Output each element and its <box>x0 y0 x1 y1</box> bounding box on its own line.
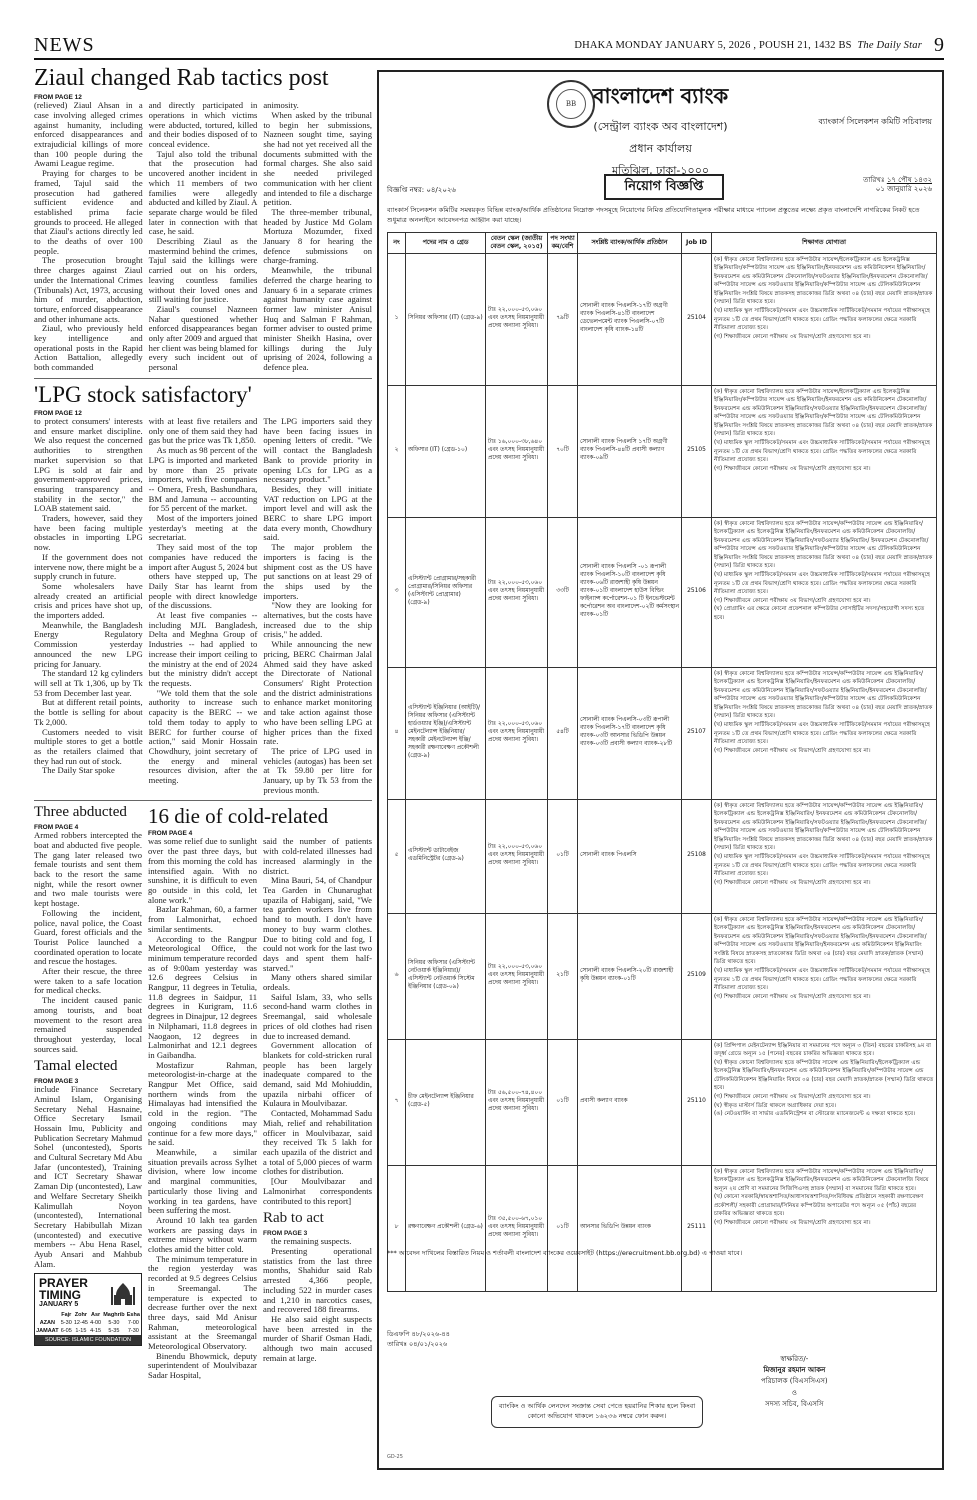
row-number: ১ <box>388 253 406 385</box>
pay-scale: টাঃ ১৬,০০০-৩৮,৬৪০ এবং তৎসহ নিয়মানুযায়ী প্রদেয় অন্যান্য সুবিধা। <box>486 385 548 517</box>
advertisement-number: বিজ্ঞপ্তি নম্বর: ০৪/২০২৬ <box>387 186 456 194</box>
row-number: ৬ <box>388 913 406 1039</box>
qualification <box>712 1039 937 1165</box>
table-row <box>388 253 937 385</box>
qualification <box>712 1165 937 1291</box>
qualification <box>712 253 937 385</box>
qualification-item: (ক) স্বীকৃত কোনো বিশ্ববিদ্যালয় হতে কম্পিউটার সায়েন্স/ইলেকট্রিক্যাল এন্ড ইলেকট্রনিক্স ইঞ্জিনিয়ারিং/কম্পিউটার সায়েন্স এন্ড ইঞ্জিনিয়ারিং/ইনফরমেশন এন্ড কমিউনিকেশন টেকনোলজি/ইনফরমেশন এন্ড কমিউনিকেশন ইঞ্জিনিয়ারিং/সফটওয়্যার ইঞ্জিনিয়ারিং/ইনফরমেশন টেকনোলজি/কম্পিউটার সায়েন্স এন্ড সফটওয়্যার ইঞ্জিনিয়ারিং/কম্পিউটার সায়েন্স এন্ড টেলিকমিউনিকেশন ইঞ্জিনিয়ারিং সংশ্লিষ্ট বিষয়ে স্নাতকসহ স্নাতকোত্তর ডিগ্রি অথবা ০৪ (চার) বছর মেয়াদি স্নাতক/স্নাতক (সম্মান) ডিগ্রি থাকতে হবে। <box>714 388 933 438</box>
divider <box>34 800 372 801</box>
bank-list: প্রবাসী কল্যাণ ব্যাংক <box>578 1039 682 1165</box>
hotline-notice: ব্যাংকিং ও আর্থিক লেনদেন সংক্রান্ত সেবা পেতে হয়রানির শিকার হলে কিংবা কোনো অভিযোগ থাকলে ১৬২৩৬ নম্বরে ফোন করুন। <box>491 1396 703 1428</box>
mosque-icon <box>109 1279 137 1307</box>
story-column: animosity. When asked by the tribunal to begin her submissions, Nazneen sought time, saying she had not yet received all the documents submitted with the formal charges. She also said she needed privileged communication with her client and intended to file a discharge petition. The three-member tribunal, headed by Justice Md Golam Mortuza Mozumder, fixed January 8 for hearing the defence submissions on charge-framing. Meanwhile, the tribunal deferred the charge hearing to January 6 in a separate crimes against humanity case against former law minister Anisul Huq and Salman F Rahman, former adviser to ousted prime minister Sheikh Hasina, over killings during the July uprising of 2024, following a defence plea. <box>263 100 372 373</box>
secretariat: ব্যাংকার্স সিলেকশন কমিটি সচিবালয় <box>818 117 932 126</box>
pay-scale: টাঃ ৩৫,৫০০-৬৭,০১০ এবং তৎসহ নিয়মানুযায়ী প্রদেয় অন্যান্য সুবিধা। <box>486 1165 548 1291</box>
qualification <box>712 913 937 1039</box>
headline-rab: Ziaul changed Rab tactics post <box>34 65 329 91</box>
qualification-item: (ক) স্বীকৃত কোনো বিশ্ববিদ্যালয় হতে কম্পিউটার সায়েন্স/কম্পিউটার সায়েন্স এন্ড ইঞ্জিনিয়ারিং/ইলেকট্রিক্যাল এন্ড ইলেকট্রনিক্স ইঞ্জিনিয়ারিং/ইনফরমেশন এন্ড কমিউনিকেশন টেকনোলজি/ইনফরমেশন এন্ড কমিউনিকেশন ইঞ্জিনিয়ারিং/সফটওয়্যার ইঞ্জিনিয়ারিং/ইনফরমেশন টেকনোলজি/কম্পিউটার সায়েন্স এন্ড সফটওয়্যার ইঞ্জিনিয়ারিং/ইনফরমেশন এন্ড কমিউনিকেশন ইঞ্জিনিয়ারিং সংশ্লিষ্ট বিষয়ে স্নাতকসহ স্নাতকোত্তর ডিগ্রি অথবা ০৪ (চার) বছর মেয়াদি স্নাতক/স্নাতক (সম্মান) ডিগ্রি থাকতে হবে। <box>714 916 927 966</box>
post-name: এসিস্ট্যান্ট ডাটাবেইজ এডমিনিস্ট্রেটর (গ্রেড-৯) <box>406 799 486 913</box>
qualification <box>712 799 937 913</box>
qualification-item: (খ) মাধ্যমিক স্কুল সার্টিফিকেট/সমমান এবং উচ্চমাধ্যমিক সার্টিফিকেট/সমমান পর্যায়ের পরীক্ষাসমূহে ন্যূনতম ১টি তে প্রথম বিভাগ/শ্রেণি থাকতে হবে। গ্রেডিং পদ্ধতির ফলাফলের ক্ষেত্রে সরকারি নীতিমালা প্রযোজ্য হবে। <box>714 722 930 746</box>
notice-date: তারিখঃ ১৭ পৌষ ১৪৩২ ০১ জানুয়ারি ২০২৬ <box>863 176 932 194</box>
headline-rab-act: Rab to act <box>263 1210 324 1227</box>
qualification-item: (গ) শিক্ষাজীবনে কোনো পরীক্ষায় ৩য় বিভাগ/শ্রেণি গ্রহণযোগ্য হবে না। <box>714 1094 871 1100</box>
notice-title: নিয়োগ বিজ্ঞপ্তি <box>604 174 724 200</box>
post-name: রক্ষণাবেক্ষণ প্রকৌশলী (গ্রেড-৬) <box>406 1165 486 1291</box>
azan-row: AZAN 5-30 12-45 4-00 5-30 7-00 <box>39 1320 139 1327</box>
post-count: ৭৯টি <box>548 253 578 385</box>
qualification-item: (গ) শিক্ষাজীবনে কোনো পরীক্ষায় ৩য় বিভাগ/শ্রেণি গ্রহণযোগ্য হবে না। <box>714 465 871 472</box>
prayer-title: PRAYER <box>39 1276 88 1291</box>
qualification-item: (ঘ) প্রোগ্রামিং এর ক্ষেত্রে কোনো প্রফেশনাল কম্পিউটার সোসাইটির সদস্য/সহযোগী সদস্য হতে হবে। <box>714 606 925 621</box>
right-column <box>148 805 372 1380</box>
headline-lpg: 'LPG stock satisfactory' <box>34 381 252 407</box>
post-name: অফিসার (IT) (গ্রেড-১০) <box>406 385 486 517</box>
from-page: FROM PAGE 3 <box>263 1229 308 1237</box>
qualification-item: (গ) শিক্ষাজীবনে কোনো পরীক্ষায় ৩য় বিভাগ/শ্রেণি গ্রহণযোগ্য হবে না। <box>714 1220 871 1226</box>
story-column: said the number of patients with cold-related illnesses had increased alarmingly in the district. Mina Bauri, 54, of Chandpur Tea Garden in Chunarughat upazila of Habiganj, said, "We tea garden workers live from hand to mouth. I don't have money to buy warm clothes. Due to biting cold and fog, I could not work for the last two days and spent them half-starved." Many others shared similar ordeals. Saiful Islam, 33, who sells second-hand warm clothes in Sreemangal, said wholesale prices of old clothes had risen due to increased demand. Government allocation of blankets for cold-stricken rural people has been largely inadequate compared to the demand, said Md Mohiuddin, upazila nirbahi officer of Kulaura in Moulvibazar. Contacted, Mohammad Sadu Miah, relief and rehabilitation officer in Moulvibazar, said they received Tk 5 lakh for each upazila of the district and a total of 5,000 pieces of warm clothes for distribution. [Our Moulvibazar and Lalmonirhat correspondents contributed to this report] Rab to act FROM PAGE 3 the remaining suspects. Presenting operational statistics from the last three months, Shahidur said Rab arrested 4,366 people, including 522 in murder cases and 1,210 in narcotics cases, and recovered 188 firearms. He also said eight suspects have been arrested in the murder of Sharif Osman Hadi, although two main accused remain at large. <box>263 836 372 1363</box>
bank-name: বাংলাদেশ ব্যাংক <box>592 84 729 108</box>
row-number: ২ <box>388 385 406 517</box>
table-row <box>388 517 937 667</box>
pay-scale: টাঃ ৫৬,৫০০-৭৪,৪০০ এবং তৎসহ নিয়মানুযায়ী প্রদেয় অন্যান্য সুবিধা। <box>486 1039 548 1165</box>
qualification-item: (গ) শিক্ষাজীবনে কোনো পরীক্ষায় ৩য় বিভাগ/শ্রেণি গ্রহণযোগ্য হবে না। <box>714 747 871 754</box>
footnote: *** আবেদন দাখিলের বিস্তারিত নিয়ম ও শর্তাবলী বাংলাদেশ ব্যাংকের ওয়েবসাইট (https://erecruitment.bb.org.bd) এ পাওয়া যাবে। <box>387 1249 743 1257</box>
qualification-item: (খ) মাধ্যমিক স্কুল সার্টিফিকেট/সমমান এবং উচ্চমাধ্যমিক সার্টিফিকেট/সমমান পর্যায়ের পরীক্ষাসমূহে ন্যূনতম ১টি তে প্রথম বিভাগ/শ্রেণি থাকতে হবে। গ্রেডিং পদ্ধতির ফলাফলের ক্ষেত্রে সরকারি নীতিমালা প্রযোজ্য হবে। <box>714 968 930 992</box>
pay-scale: টাঃ ২২,০০০-৫৩,০৬০ এবং তৎসহ নিয়মানুযায়ী প্রদেয় অন্যান্য সুবিধা। <box>486 913 548 1039</box>
post-name: এসিস্ট্যান্ট প্রোগ্রামার/সহকারী প্রোগ্রামার/সিনিয়র অফিসার (এসিস্ট্যান্ট প্রোগ্রামার) (গ্রেড-৯) <box>406 517 486 667</box>
page-header <box>34 34 944 60</box>
bank-list: সোনালী ব্যাংক পিএলসি-১৭টি অগ্রণী ব্যাংক পিএলসি-৪১টি বাংলাদেশ ডেভেলপমেন্ট ব্যাংক পিএলসি-০৭টি বাংলাদেশ কৃষি ব্যাংক-১৪টি <box>578 253 682 385</box>
pay-scale: টাঃ ২২,০০০-৫৩,০৬০ এবং তৎসহ নিয়মানুযায়ী প্রদেয় অন্যান্য সুবিধা। <box>486 667 548 799</box>
pay-scale: টাঃ ২২,০০০-৫৩,০৬০ এবং তৎসহ নিয়মানুযায়ী প্রদেয় অন্যান্য সুবিধা। <box>486 253 548 385</box>
dfp-reference: ডিএফপি ৪৮/২০২৬-৪৪ তারিখঃ ০৪/০১/২০২৬ <box>387 1330 450 1348</box>
qualification-item: (খ) কোনো সরকারি/স্বায়ত্তশাসিত/আধাসায়ত্তশাসিত/সংবিধিবদ্ধ প্রতিষ্ঠানে সহকারী রক্ষণাবেক্ষণ প্রকৌশলী/ সহকারী প্রোগ্রামার/সিনিয়র কম্পিউটার অপারেটর পদে অন্যূন ০৫ (পাঁচ) বছরের চাকরির অভিজ্ঞতা থাকতে হবে। <box>714 1194 924 1218</box>
table-row <box>388 385 937 517</box>
from-page: FROM PAGE 12 <box>34 94 82 102</box>
bank-logo-icon: BB <box>547 80 595 128</box>
bank-list: সোনালী ব্যাংক পিএলসি-২০টি রাজশাহী কৃষি উন্নয়ন ব্যাংক-০১টি <box>578 913 682 1039</box>
pay-scale: টাঃ ২২,০০০-৫৩,০৬০ এবং তৎসহ নিয়মানুযায়ী প্রদেয় অন্যান্য সুবিধা। <box>486 799 548 913</box>
post-count: ২১টি <box>548 913 578 1039</box>
signature-block: স্বাক্ষরিত/- মিজানুর রহমান আকন পরিচালক (বিএসসিএস) ও সদস্য সচিব, বিএসসি <box>761 1355 828 1408</box>
left-column <box>34 805 142 1380</box>
job-id: 25106 <box>682 517 712 667</box>
story-column: with at least five retailers and only one of them said they had gas but the price was Tk 1,850. As much as 98 percent of the LPG is imported and marketed by more than 25 private importers, with five companies -- Omera, Fresh, Bashundhara, BM and Jamuna -- accounting for 55 percent of the market. Most of the importers joined yesterday's meeting at the secretariat. They said most of the top companies have reduced the import after August 5, 2024 but others have stepped up, The Daily Star has learnt from people with direct knowledge of the discussions. At least five companies -- including MJL Bangladesh, Delta and Meghna Group of Industries -- had applied to increase their import ceiling to the ministry at the end of 2024 but the ministry didn't accept the requests. "We told them that the sole authority to increase such capacity is the BERC -- we told them today to apply to BERC for further course of action," said Monir Hossain Chowdhury, joint secretary of the energy and mineral resources division, after the meeting. <box>148 416 258 786</box>
qualification-item: (খ) স্বীকৃত কোনো বিশ্ববিদ্যালয় হতে কম্পিউটার সায়েন্স এন্ড ইঞ্জিনিয়ারিং/ইলেকট্রিক্যাল এন্ড ইলেকট্রনিক্স ইঞ্জিনিয়ারিং/ইনফরমেশন এন্ড কমিউনিকেশন ইঞ্জিনিয়ারিং/কম্পিউটার সায়েন্স এন্ড টেলিকমিউনিকেশন ইঞ্জিনিয়ারিং বিষয়ে ০৪ (চার) বছর মেয়াদি স্নাতক/স্নাতক (সম্মান) ডিগ্রি থাকতে হবে। <box>714 1059 934 1092</box>
news-section <box>34 60 372 1470</box>
pay-scale: টাঃ ২২,০০০-৫৩,০৬০ এবং তৎসহ নিয়মানুযায়ী প্রদেয় অন্যান্য সুবিধা। <box>486 517 548 667</box>
from-page: FROM PAGE 3 <box>34 1078 79 1086</box>
head-office: প্রধান কার্যালয় <box>629 142 692 155</box>
qualification-item: (খ) মাধ্যমিক স্কুল সার্টিফিকেট/সমমান এবং উচ্চমাধ্যমিক সার্টিফিকেট/সমমান পর্যায়ের পরীক্ষাসমূহে ন্যূনতম ১টি তে প্রথম বিভাগ/শ্রেণি থাকতে হবে। গ্রেডিং পদ্ধতির ফলাফলের ক্ষেত্রে সরকারি নীতিমালা প্রযোজ্য হবে। <box>714 572 930 596</box>
headline-tamal: Tamal elected <box>34 1058 118 1075</box>
prayer-title: TIMING <box>39 1288 81 1303</box>
bank-list: আনসার ভিডিপি উন্নয়ন ব্যাংক <box>578 1165 682 1291</box>
post-count: ৭০টি <box>548 385 578 517</box>
prayer-date: JANUARY 5 <box>39 1301 79 1309</box>
story-column: The LPG importers said they have been facing issues in opening letters of credit. "We will contact the Bangladesh Bank to provide priority in opening LCs for LPG as a necessary product." Besides, they will initiate VAT reduction on LPG at the import level and will ask the BERC to share LPG import data every month, Chowdhury said. The major problem the importers is facing is the shipment cost as the US have put sanctions on at least 29 of the ships used by the importers. "Now they are looking for alternatives, but the costs have increased due to the ship crisis," he added. While announcing the new pricing, BERC Chairman Jalal Ahmed said they have asked the Directorate of National Consumers' Right Protection and the district administrations to enhance market monitoring and take action against those who have been selling LPG at higher prices than the fixed rate. The price of LPG used in vehicles (autogas) has been set at Tk 59.80 per litre for January, up by Tk 53 from the previous month. <box>263 416 372 795</box>
bank-name-en: (সেন্ট্রাল ব্যাংক অব বাংলাদেশ) <box>593 120 728 133</box>
job-id: 25111 <box>682 1165 712 1291</box>
story-abducted-body: Armed robbers intercepted the boat and abducted five people. The gang later released two female tourists and sent them back to the resort the same night, while the resort owner and two male tourists were kept hostage. Following the incident, police, naval police, the Coast Guard, forest officials and the Tourist Police launched a coordinated operation to locate and rescue the hostages. After their rescue, the three were taken to a safe location for medical checks. The incident caused panic among tourists, and boat movement to the resort area remained suspended throughout yesterday, local sources said. <box>34 830 142 1054</box>
page-number: 9 <box>934 34 944 56</box>
table-row <box>388 913 937 1039</box>
post-count: ০১টি <box>548 1039 578 1165</box>
address: মতিঝিল, ঢাকা-১০০০ <box>611 164 710 177</box>
divider <box>34 378 372 379</box>
row-number: ৫ <box>388 799 406 913</box>
qualification <box>712 667 937 799</box>
job-id: 25108 <box>682 799 712 913</box>
bank-list: সোনালী ব্যাংক পিএলসি -০১ রূপালী ব্যাংক পিএলসি-১০টি বাংলাদেশ কৃষি ব্যাংক-০৬টি রাজশাহী কৃষি উন্নয়ন ব্যাংক-০১টি বাংলাদেশ হাউস বিল্ডিং ফাইন্যান্স কর্পোরেশন-০১ টি ইনভেস্টমেন্ট কর্পোরেশন অব বাংলাদেশ-০২টি কর্মসংস্থান ব্যাংক-০১টি <box>578 517 682 667</box>
table-row <box>388 799 937 913</box>
bank-title-block <box>379 80 942 181</box>
qualification-item: (গ) শিক্ষাজীবনে কোনো পরীক্ষায় ৩য় বিভাগ/শ্রেণি গ্রহণযোগ্য হবে না। <box>714 333 871 340</box>
post-count: ৫৪টি <box>548 667 578 799</box>
intro-text: ব্যাংকার্স সিলেকশন কমিটির সমন্বয়কৃত বিভিন্ন ব্যাংক/আর্থিক প্রতিষ্ঠানের নিম্নোক্ত পদসমূহে নিয়োগের নিমিত্ত প্রতিযোগিতামূলক পরীক্ষার মাধ্যমে প্যানেল প্রস্তুতের লক্ষ্যে প্রকৃত বাংলাদেশি নাগরিকের নিকট হতে শুধুমাত্র অনলাইনে আবেদনপত্র আহ্বান করা যাচ্ছে। <box>387 206 920 224</box>
qualification-item: (খ) মাধ্যমিক স্কুল সার্টিফিকেট/সমমান এবং উচ্চমাধ্যমিক সার্টিফিকেট/সমমান পর্যায়ের পরীক্ষাসমূহে ন্যূনতম ১টি তে প্রথম বিভাগ/শ্রেণি থাকতে হবে। গ্রেডিং পদ্ধতির ফলাফলের ক্ষেত্রে সরকারি নীতিমালা প্রযোজ্য হবে। <box>714 440 930 464</box>
bank-list: সোনালী ব্যাংক পিএলসি <box>578 799 682 913</box>
prayer-header <box>35 1274 141 1311</box>
story-column: (relieved) Ziaul Ahsan in a case involving alleged crimes against humanity, including enforced disappearances and extrajudicial killings of more than 100 people during the Awami League regime. Praying for charges to be framed, Tajul said the prosecution had gathered sufficient evidence and established prima facie grounds to proceed. He alleged that Ziaul's actions directly led to the deaths of over 100 people. The prosecution brought three charges against Ziaul under the International Crimes (Tribunals) Act, 1973, accusing him of murder, abduction, torture, enforced disappearance and other inhumane acts. Ziaul, who previously held key intelligence and operational posts in the Rapid Action Battalion, allegedly both commanded <box>34 100 143 373</box>
story-lpg-body <box>34 417 372 795</box>
from-page: FROM PAGE 4 <box>34 824 79 832</box>
headline-cold: 16 die of cold-related <box>148 804 329 829</box>
qualification-item: (গ) শিক্ষাজীবনে কোনো পরীক্ষায় ৩য় বিভাগ/শ্রেণি গ্রহণযোগ্য হবে না। <box>714 597 871 604</box>
dateline: DHAKA MONDAY JANUARY 5, 2026 , POUSH 21, 1432 BS The Daily Star <box>574 40 922 51</box>
story-column: was some relief due to sunlight over the past three days, but from this morning the cold has intensified again. With no sunshine, it is difficult to even go outside in this cold, let alone work." Bazlar Rahman, 60, a farmer from Lalmonirhat, echoed similar sentiments. According to the Rangpur Meteorological Office, the minimum temperature recorded as of 9:00am yesterday was 12.6 degrees Celsius in Rangpur, 11 degrees in Tetulia, 11.8 degrees in Saidpur, 11 degrees in Kurigram, 11.6 degrees in Dinajpur, 12 degrees in Nilphamari, 11.8 degrees in Naogaon, 12 degrees in Lalmonirhat and 12.1 degrees in Gaibandha. Mostafizur Rahman, meteorologist-in-charge at the Rangpur Met Office, said northern winds from the Himalayas had intensified the cold in the region. "The ongoing conditions may continue for a few more days," he said. Meanwhile, a similar situation prevails across Sylhet division, where low income and marginal communities, particularly those living and working in tea gardens, have been suffering the most. Around 10 lakh tea garden workers are passing days in extreme misery without warm clothes amid the bitter cold. The minimum temperature in the region yesterday was recorded at 9.5 degrees Celsius in Sreemangal. The temperature is expected to decrease further over the next three days, said Md Anisur Rahman, meteorological assistant at the Sreemangal Meteorological Observatory. Binendu Bhowmick, deputy superintendent of Moulvibazar Sadar Hospital, <box>148 836 257 1381</box>
job-id: 25107 <box>682 667 712 799</box>
job-id: 25110 <box>682 1039 712 1165</box>
job-id: 25105 <box>682 385 712 517</box>
prayer-source: SOURCE: ISLAMIC FOUNDATION <box>35 1335 141 1345</box>
table-header-row: নং পদের নাম ও গ্রেড বেতন স্কেল (জাতীয় বেতন স্কেল, ২০১৫) পদ সংখ্যা কম/বেশি সংশ্লিষ্ট ব্যাংক/আর্থিক প্রতিষ্ঠান Job ID শিক্ষাগত যোগ্যতা <box>388 233 937 254</box>
story-column: to protect consumers' interests and ensure market discipline. We also request the concerned authorities to strengthen market supervision so that LPG is sold at fair and government-approved prices, ensuring transparency and stability in the sector," the LOAB statement said. Traders, however, said they have been facing multiple obstacles in importing LPG now. If the government does not intervene now, there might be a supply crunch in future. Some wholesalers have already created an artificial crisis and prices have shot up, the importers added. Meanwhile, the Bangladesh Energy Regulatory Commission yesterday announced the new LPG pricing for January. The standard 12 kg cylinders will sell at Tk 1,306, up by Tk 53 from December last year. But at different retail points, the bottle is selling for about Tk 2,000. Customers needed to visit multiple stores to get a bottle as the retailers claimed that they had run out of stock. The Daily Star spoke <box>34 416 143 776</box>
qualification-item: (ক) স্বীকৃত কোনো বিশ্ববিদ্যালয় হতে কম্পিউটার সায়েন্স/কম্পিউটার সায়েন্স এন্ড ইঞ্জিনিয়ারিং/ইলেকট্রিক্যাল এন্ড ইলেকট্রনিক্স ইঞ্জিনিয়ারিং/ ইনফরমেশন এন্ড কমিউনিকেশন টেকনোলজি/ইনফরমেশন এন্ড কমিউনিকেশন ইঞ্জিনিয়ারিং/সফটওয়্যার ইঞ্জিনিয়ারিং/ইনফরমেশন টেকনোলজি/কম্পিউটার সায়েন্স এন্ড সফটওয়্যার ইঞ্জিনিয়ারিং/কম্পিউটার সায়েন্স এন্ড টেলিকমিউনিকেশন ইঞ্জিনিয়ারিং সংশ্লিষ্ট বিষয়ে স্নাতকসহ স্নাতকোত্তর ডিগ্রি অথবা ০৪ (চার) বছর মেয়াদি স্নাতক/স্নাতক (সম্মান) ডিগ্রি থাকতে হবে। <box>714 802 933 852</box>
qualification-item: (ক) স্বীকৃত কোনো বিশ্ববিদ্যালয় হতে কম্পিউটার সায়েন্স/কম্পিউটার সায়েন্স এন্ড ইঞ্জিনিয়ারিং/ইলেকট্রিক্যাল এন্ড ইলেকট্রনিক্স ইঞ্জিনিয়ারিং/ইনফরমেশন এন্ড কমিউনিকেশন টেকনোলজি/ ইনফরমেশন এন্ড কমিউনিকেশন ইঞ্জিনিয়ারিং/সফটওয়্যার ইঞ্জিনিয়ারিং/ইনফরমেশন টেকনোলজি/কম্পিউটার সায়েন্স এন্ড সফটওয়্যার ইঞ্জিনিয়ারিং/কম্পিউটার সায়েন্স এন্ড টেলিকমিউনিকেশন ইঞ্জিনিয়ারিং সংশ্লিষ্ট বিষয়ে স্নাতকসহ স্নাতকোত্তর ডিগ্রি অথবা ০৪ (চার) বছর মেয়াদি স্নাতক/স্নাতক (সম্মান) ডিগ্রি থাকতে হবে। <box>714 670 933 720</box>
story-rab-body <box>34 101 372 373</box>
qualification-item: (ক) স্বীকৃত কোনো বিশ্ববিদ্যালয় হতে কম্পিউটার সায়েন্স/কম্পিউটার সায়েন্স এন্ড ইঞ্জিনিয়ারিং/ইলেকট্রিক্যাল এন্ড ইলেকট্রনিক্স ইঞ্জিনিয়ারিং/ইনফরমেশন এন্ড কমিউনিকেশন টেকনোলজি/ইনফরমেশন এন্ড কমিউনিকেশন ইঞ্জিনিয়ারিং/সফটওয়্যার ইঞ্জিনিয়ারিং/ ইনফরমেশন টেকনোলজি/কম্পিউটার সায়েন্স এন্ড সফটওয়্যার ইঞ্জিনিয়ারিং/কম্পিউটার সায়েন্স এন্ড টেলিকমিউনিকেশন ইঞ্জিনিয়ারিং সংশ্লিষ্ট বিষয়ে স্নাতকসহ স্নাতকোত্তর ডিগ্রি অথবা ০৪ (চার) বছর মেয়াদি স্নাতক/স্নাতক (সম্মান) ডিগ্রি থাকতে হবে। <box>714 520 933 570</box>
row-number: ৭ <box>388 1039 406 1165</box>
bank-list: সোনালী ব্যাংক পিএলসি-০৩টি রূপালী ব্যাংক পিএলসি-১৭টি বাংলাদেশ কৃষি ব্যাংক-০৩টি আনসার ভিডিপি উন্নয়ন ব্যাংক-০৩টি প্রবাসী কল্যাণ ব্যাংক-২৮টি <box>578 667 682 799</box>
masthead: The Daily Star <box>857 40 922 51</box>
bank-list: সোনালী ব্যাংক পিএলসি ১৭টি অগ্রণী ব্যাংক পিএলসি-৪৪টি প্রবাসী কল্যাণ ব্যাংক-০৯টি <box>578 385 682 517</box>
post-name: সিনিয়র অফিসার (IT) (গ্রেড-৯) <box>406 253 486 385</box>
job-id: 25104 <box>682 253 712 385</box>
section-label: NEWS <box>34 34 95 56</box>
qualification-item: (ঙ) নেটওয়ার্কিং বা সার্ভার এডমিনিস্ট্রেশন বা স্টোরেজ ম্যানেজমেন্ট এ দক্ষতা থাকতে হবে। <box>714 1111 916 1118</box>
gd-code: GD-25 <box>387 1454 403 1460</box>
jobs-table <box>387 232 937 1292</box>
post-name: চীফ মেইনটেন্যান্স ইঞ্জিনিয়ার (গ্রেড-৫) <box>406 1039 486 1165</box>
row-number: ৩ <box>388 517 406 667</box>
story-cold-body <box>148 837 372 1380</box>
row-number: ৮ <box>388 1165 406 1291</box>
jamaat-row: JAMAAT 6-05 1-15 4-15 5-35 7-30 <box>36 1328 139 1335</box>
post-name: সিনিয়র অফিসার (এসিস্ট্যান্ট নেটওয়ার্ক ইঞ্জিনিয়ার)/এসিস্ট্যান্ট নেটওয়ার্ক সিস্টেম ইঞ্জিনিয়ার (গ্রেড-০৯) <box>406 913 486 1039</box>
table-row <box>388 667 937 799</box>
bottom-stories <box>34 805 372 1380</box>
bangladesh-bank-ad <box>377 70 944 1470</box>
table-row <box>388 1165 937 1291</box>
post-name: এসিস্ট্যান্ট ইঞ্জিনিয়ার (আইটি)/সিনিয়র অফিসার (এসিস্ট্যান্ট হার্ডওয়্যার ইঞ্জি)/এসিস্ট্যান্ট মেইনটেন্যান্স ইঞ্জিনিয়ার/ সহকারী মেইনটেন্যান্স ইঞ্জি/সহকারী রক্ষণাবেক্ষণ প্রকৌশলী (গ্রেড-৯) <box>406 667 486 799</box>
post-count: ০১টি <box>548 1165 578 1291</box>
post-count: ৩৩টি <box>548 517 578 667</box>
table-row <box>388 1039 937 1165</box>
prayer-timing-box <box>34 1273 142 1346</box>
post-count: ০১টি <box>548 799 578 913</box>
from-page: FROM PAGE 4 <box>148 830 193 838</box>
qualification-item: (গ) শিক্ষাজীবনে কোনো পরীক্ষায় ৩য় বিভাগ/শ্রেণি গ্রহণযোগ্য হবে না। <box>714 879 871 886</box>
from-page: FROM PAGE 12 <box>34 410 82 418</box>
qualification-item: (খ) মাধ্যমিক স্কুল সার্টিফিকেট/সমমান এবং উচ্চমাধ্যমিক সার্টিফিকেট/সমমান পর্যায়ের পরীক্ষাসমূহে ন্যূনতম ১টি তে প্রথম বিভাগ/শ্রেণি থাকতে হবে। গ্রেডিং পদ্ধতির ফলাফলের ক্ষেত্রে সরকারি নীতিমালা প্রযোজ্য হবে। <box>714 308 930 332</box>
prayer-table: Fajr Zohr Asr Maghrib Esha AZAN 5-30 12-45 4-00 5-30 7-00 JAMAAT 6-05 1-15 4-15 5-35 7-30 <box>36 1312 140 1335</box>
qualification <box>712 517 937 667</box>
qualification-item: (গ) শিক্ষাজীবনে কোনো পরীক্ষায় ৩য় বিভাগ/শ্রেণি গ্রহণযোগ্য হবে না। <box>714 993 871 1000</box>
job-id: 25109 <box>682 913 712 1039</box>
qualification-item: (ক) প্রিন্সিপাল মেইনটেন্যান্স ইঞ্জিনিয়ার বা সমমানের পদে অন্যূন ৩ (তিন) বছরের চাকরিসহ ৯ম বা তদূর্ধ্ব গ্রেডে অন্যূন ১৫ (পনের) বছরের চাকরির অভিজ্ঞতা থাকতে হবে। <box>714 1042 931 1058</box>
headline-abducted: Three abducted <box>34 804 127 821</box>
qualification-item: (ক) স্বীকৃত কোনো বিশ্ববিদ্যালয় হতে কম্পিউটার সায়েন্স/ইলেকট্রিক্যাল এন্ড ইলেকট্রনিক্স ইঞ্জিনিয়ারিং/কম্পিউটার সায়েন্স এন্ড ইঞ্জিনিয়ারিং/ইনফরমেশন এন্ড কমিউনিকেশন ইঞ্জিনিয়ারিং/ইনফরমেশন এন্ড কমিউনিকেশন টেকনোলজি/সফটওয়্যার ইঞ্জিনিয়ারিং/ইনফরমেশন টেকনোলজি/কম্পিউটার সায়েন্স এন্ড সফটওয়্যার ইঞ্জিনিয়ারিং/কম্পিউটার সায়েন্স এন্ড টেলিকমিউনিকেশন ইঞ্জিনিয়ারিং সংশ্লিষ্ট বিষয়ে স্নাতকসহ স্নাতকোত্তর ডিগ্রি অথবা ০৪ (চার) বছর মেয়াদি স্নাতক/স্নাতক (সম্মান) ডিগ্রি থাকতে হবে। <box>714 256 933 306</box>
qualification <box>712 385 937 517</box>
qualification-item: (ক) স্বীকৃত কোনো বিশ্ববিদ্যালয় হতে কম্পিউটার সায়েন্স/কম্পিউটার সায়েন্স এন্ড ইঞ্জিনিয়ারিং/ইলেকট্রিক্যাল এন্ড ইলেকট্রনিক্স ইঞ্জিনিয়ারিং/ইনফরমেশন এন্ড কমিউনিকেশন টেকনোলজি বিষয়ে অন্যূন ২য় শ্রেণি বা সমমানের সিজিপিএসহ স্নাতক (সম্মান) বা সমমানের ডিগ্রি থাকতে হবে। <box>714 1168 929 1192</box>
row-number: ৪ <box>388 667 406 799</box>
qualification-item: (ঘ) স্বীকৃত মাস্টার্স ডিগ্রি থাকলে অগ্রাধিকার দেয়া হবে। <box>714 1102 837 1109</box>
story-tamal-body: include Finance Secretary Aminul Islam, Organising Secretary Nehal Hasnaine, Office Secretary Ismail Hossain Imu, Publicity and Publication Secretary Mahmud Sohel (uncontested), Sports and Cultural Secretary Md Abu Jafar (uncontested), Training and ICT Secretary Shawar Zaman Dip (uncontested), Law and Welfare Secretary Sheikh Kalimullah Noyon (uncontested), International Secretary Habibullah Mizan (uncontested) and executive members -- Abu Hena Rasel, Ayub Ansari and Mahbub Alam. <box>34 1084 142 1269</box>
qualification-item: (খ) মাধ্যমিক স্কুল সার্টিফিকেট/সমমান এবং উচ্চমাধ্যমিক সার্টিফিকেট/সমমান পর্যায়ের পরীক্ষাসমূহে ন্যূনতম ১টি তে প্রথম বিভাগ/শ্রেণি থাকতে হবে। গ্রেডিং পদ্ধতির ফলাফলের ক্ষেত্রে সরকারি নীতিমালা প্রযোজ্য হবে। <box>714 854 930 878</box>
story-column: and directly participated in operations in which victims were abducted, tortured, killed and their bodies disposed of to conceal evidence. Tajul also told the tribunal that the prosecution had uncovered another incident in which 11 members of two families were allegedly abducted and killed by Ziaul. A separate charge would be filed later in connection with that case, he said. Describing Ziaul as the mastermind behind the crimes, Tajul said the killings were carried out on his orders, leaving countless families without their loved ones and still waiting for justice. Ziaul's counsel Nazneen Nahar questioned whether enforced disappearances began only after 2009 and argued that her client was being blamed for every such incident out of personal <box>148 100 258 373</box>
